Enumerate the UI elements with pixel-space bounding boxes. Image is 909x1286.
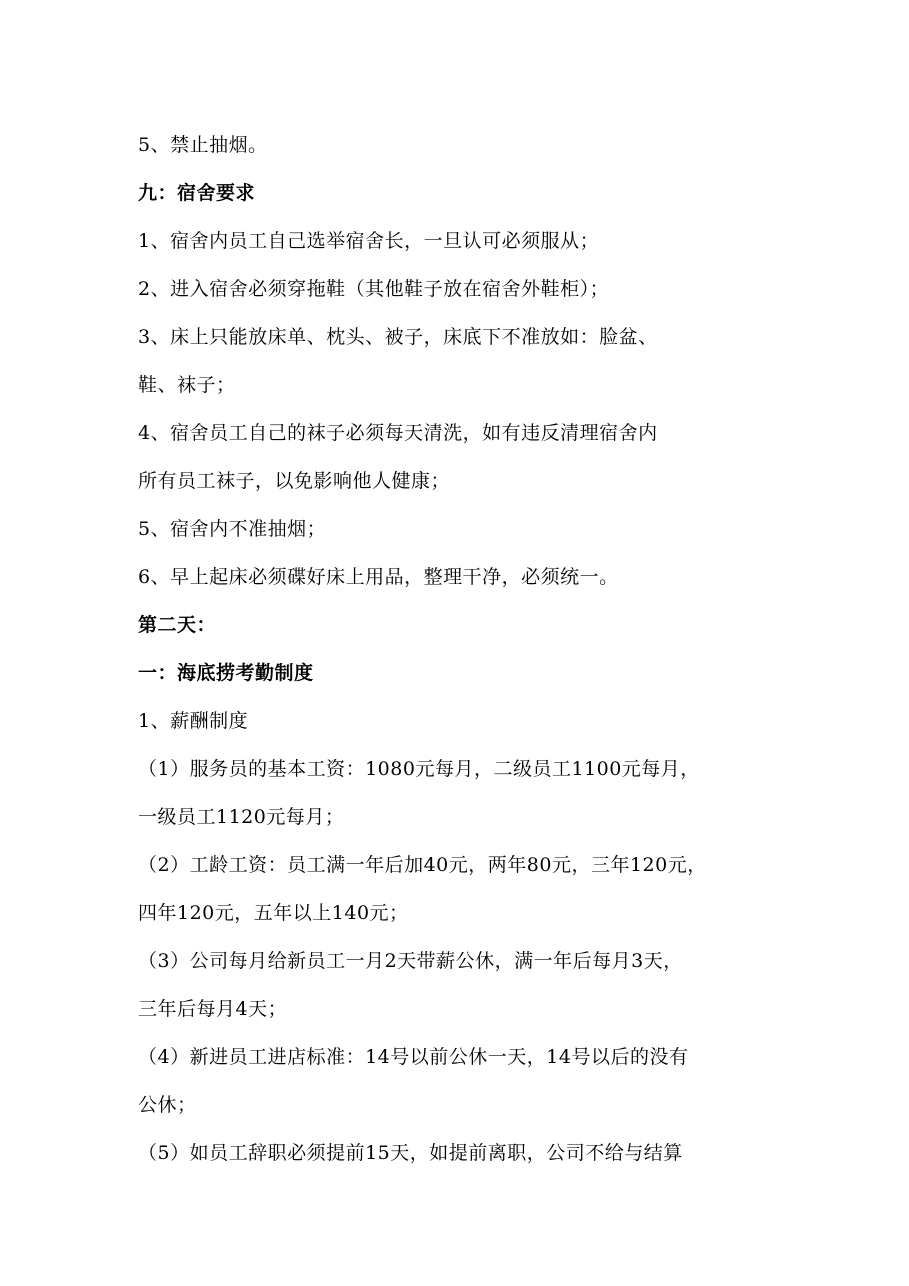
paragraph-line: （1）服务员的基本工资：1080元每月，二级员工1100元每月， bbox=[138, 758, 700, 780]
section-heading: 一：海底捞考勤制度 bbox=[138, 662, 314, 684]
paragraph-line: （3）公司每月给新员工一月2天带薪公休，满一年后每月3天， bbox=[138, 950, 683, 972]
paragraph-line: 三年后每月4天； bbox=[138, 998, 288, 1020]
paragraph-line: （4）新进员工进店标准：14号以前公休一天，14号以后的没有 bbox=[138, 1046, 689, 1068]
paragraph-line: 4、宿舍员工自己的袜子必须每天清洗，如有违反清理宿舍内 bbox=[138, 422, 658, 444]
paragraph-line: 所有员工袜子，以免影响他人健康； bbox=[138, 470, 451, 492]
paragraph-line: 6、早上起床必须碟好床上用品，整理干净，必须统一。 bbox=[138, 566, 619, 588]
paragraph-line: 鞋、袜子； bbox=[138, 374, 236, 396]
paragraph-line: 2、进入宿舍必须穿拖鞋（其他鞋子放在宿舍外鞋柜）； bbox=[138, 278, 610, 300]
paragraph-line: 1、宿舍内员工自己选举宿舍长，一旦认可必须服从； bbox=[138, 230, 600, 252]
paragraph-line: 5、宿舍内不准抽烟； bbox=[138, 518, 327, 540]
paragraph-line: 5、禁止抽烟。 bbox=[138, 134, 268, 156]
paragraph-line: （5）如员工辞职必须提前15天，如提前离职，公司不给与结算 bbox=[138, 1142, 683, 1164]
paragraph-line: 公休； bbox=[138, 1094, 197, 1116]
section-heading: 九：宿舍要求 bbox=[138, 182, 256, 204]
paragraph-line: 四年120元，五年以上140元； bbox=[138, 902, 409, 924]
paragraph-line: 3、床上只能放床单、枕头、被子，床底下不准放如：脸盆、 bbox=[138, 326, 658, 348]
day-heading: 第二天： bbox=[138, 614, 217, 636]
paragraph-line: 1、薪酬制度 bbox=[138, 710, 249, 732]
paragraph-line: （2）工龄工资：员工满一年后加40元，两年80元，三年120元， bbox=[138, 854, 707, 876]
paragraph-line: 一级员工1120元每月； bbox=[138, 806, 345, 828]
